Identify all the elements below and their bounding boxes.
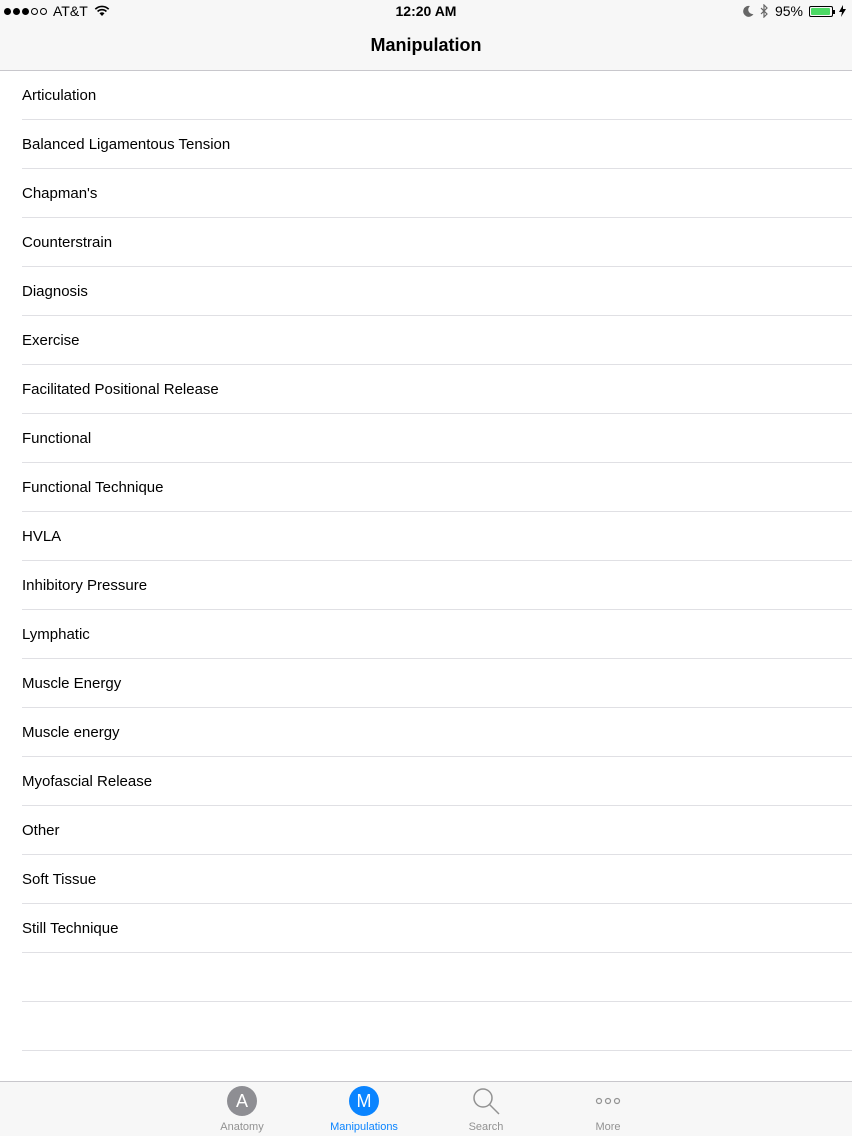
list-item[interactable] <box>22 267 852 316</box>
list-item[interactable] <box>22 806 852 855</box>
tab-bar <box>0 1081 852 1136</box>
bluetooth-icon <box>760 4 769 18</box>
tab-anatomy[interactable] <box>187 1086 297 1133</box>
moon-icon <box>743 5 754 17</box>
list-item-label: Functional Technique <box>22 478 164 496</box>
list-item-label: HVLA <box>22 527 62 545</box>
charging-bolt-icon <box>839 5 846 17</box>
page-title: Manipulation <box>370 35 482 55</box>
more-icon <box>593 1086 623 1116</box>
tab-manipulations[interactable] <box>309 1086 419 1133</box>
list-item[interactable] <box>22 71 852 120</box>
tab-more[interactable] <box>553 1086 663 1133</box>
manipulations-tab-icon: M <box>349 1086 379 1116</box>
status-time: 12:20 AM <box>395 3 457 19</box>
list-item-label: Facilitated Positional Release <box>22 380 219 398</box>
list-item-label: Other <box>22 821 60 839</box>
list-item-label: Myofascial Release <box>22 772 153 790</box>
anatomy-tab-icon: A <box>227 1086 257 1116</box>
list-item[interactable] <box>22 708 852 757</box>
list-item[interactable] <box>22 414 852 463</box>
list-item[interactable] <box>22 757 852 806</box>
empty-row <box>22 953 852 1002</box>
list-item-label: Balanced Ligamentous Tension <box>22 135 231 153</box>
list-item[interactable] <box>22 365 852 414</box>
list-item[interactable] <box>22 561 852 610</box>
list-item-label: Lymphatic <box>22 625 90 643</box>
list-item[interactable] <box>22 316 852 365</box>
carrier-label: AT&T <box>53 3 88 19</box>
list-item[interactable] <box>22 855 852 904</box>
list-item-label: Chapman's <box>22 184 98 202</box>
list-item[interactable] <box>22 659 852 708</box>
search-icon <box>471 1086 501 1116</box>
battery-percent: 95% <box>774 3 803 19</box>
list-item[interactable] <box>22 218 852 267</box>
tab-search[interactable] <box>431 1086 541 1133</box>
list-item-label: Muscle energy <box>22 723 120 741</box>
status-right <box>743 3 846 19</box>
status-bar <box>0 0 852 22</box>
tab-label: More <box>595 1121 621 1133</box>
list-item-label: Exercise <box>22 331 80 349</box>
list-item[interactable] <box>22 610 852 659</box>
list-item[interactable] <box>22 512 852 561</box>
list-item-label: Articulation <box>22 86 97 104</box>
empty-row <box>22 1002 852 1051</box>
battery-level <box>811 8 830 15</box>
list-item[interactable] <box>22 463 852 512</box>
tab-label: Anatomy <box>220 1121 264 1133</box>
list-item-label: Still Technique <box>22 919 119 937</box>
battery-icon <box>809 6 833 17</box>
list-item-label: Counterstrain <box>22 233 113 251</box>
manipulation-list <box>0 71 852 1051</box>
list-item-label: Inhibitory Pressure <box>22 576 148 594</box>
tab-label: Search <box>468 1121 504 1133</box>
list-item[interactable] <box>22 904 852 953</box>
list-item[interactable] <box>22 120 852 169</box>
list-item-label: Functional <box>22 429 92 447</box>
list-item-label: Muscle Energy <box>22 674 122 692</box>
navigation-bar <box>0 22 852 71</box>
list-item[interactable] <box>22 169 852 218</box>
list-item-label: Diagnosis <box>22 282 88 300</box>
tab-label: Manipulations <box>330 1121 398 1133</box>
list-item-label: Soft Tissue <box>22 870 97 888</box>
